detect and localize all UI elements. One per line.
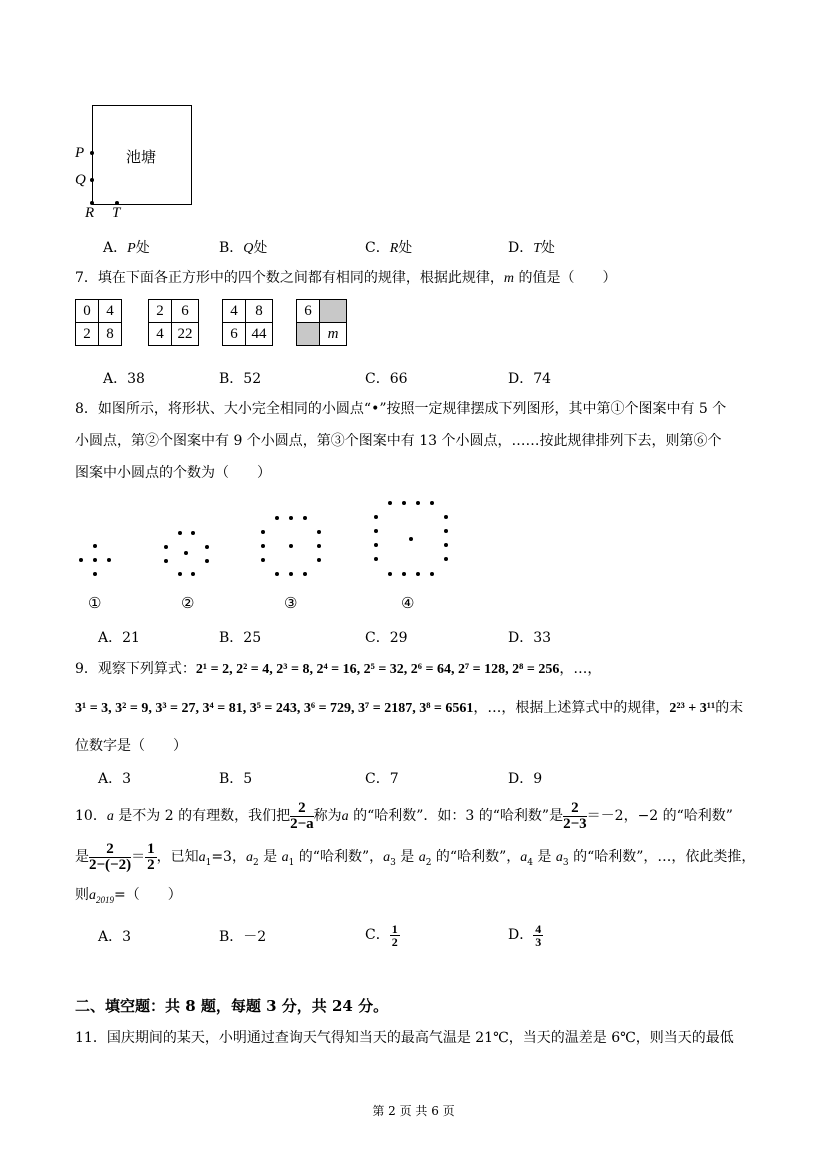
pattern-dot [275,572,279,576]
q6-option-a: A．P处 [103,240,150,256]
pattern-dot [416,572,420,576]
q10-option-c: C． $\frac{1}{2}$ [365,921,398,949]
section-heading: 二、填空题：共 8 题，每题 3 分，共 24 分。 [75,997,389,1015]
grid-cell: m [320,323,347,346]
pattern-dot [93,544,97,548]
pattern-label-3: ③ [284,594,298,612]
pattern-dot [191,531,195,535]
q7-grid-4 [296,299,347,346]
grid-cell: 4 [149,323,172,346]
pattern-dot [164,559,168,563]
grid-cell: 0 [76,300,99,323]
pattern-dot [409,537,413,541]
grid-cell: 8 [246,300,273,323]
pattern-label-1: ① [88,594,102,612]
grid-cell: 6 [172,300,199,323]
pattern-dot [93,558,97,562]
q7-grid-1 [75,299,122,346]
grid-cell: 2 [149,300,172,323]
grid-cell: 44 [246,323,273,346]
q7-option-a: A．38 [103,371,145,387]
pattern-dot [402,572,406,576]
pattern-dot [275,516,279,520]
pattern-dot [79,558,83,562]
pattern-dot [261,558,265,562]
q9-option-c: C．7 [365,771,399,787]
point-p-dot [90,151,94,155]
target-expression: 2²³ + 3¹¹ [669,701,716,716]
pond-label: 池塘 [126,148,157,166]
harry-fraction: $\frac{2}{2-a}$ [290,799,314,832]
pattern-dot [444,515,448,519]
grid-cell: 22 [172,323,199,346]
q7-grid-3 [222,299,273,346]
pattern-dot [178,531,182,535]
example-fraction: $\frac{2}{2-3}$ [563,799,587,832]
q9-line1: 9．观察下列算式：2¹ = 2, 2² = 4, 2³ = 8, 2⁴ = 16, 2⁵ = 32, 2⁶ = 64, 2⁷ = 128, 2⁸ = 256，…， [75,661,602,677]
pattern-dot [107,558,111,562]
q6-option-c: C．R处 [365,240,413,256]
pattern-dot [289,516,293,520]
q9-option-d: D．9 [508,771,543,787]
pattern-dot [289,572,293,576]
powers-of-two: 2¹ = 2, 2² = 4, 2³ = 8, 2⁴ = 16, 2⁵ = 32, 2⁶ = 64, 2⁷ = 128, 2⁸ = 256 [195,662,560,677]
pattern-dot [205,559,209,563]
point-r-label: R [85,205,95,221]
pattern-dot [261,544,265,548]
pattern-dot [164,545,168,549]
pattern-dot [191,572,195,576]
grid-cell: 8 [99,323,122,346]
pattern-dot [430,501,434,505]
pattern-dot [444,529,448,533]
grid-cell-shaded [297,323,320,346]
q8-option-c: C．29 [365,630,408,646]
pattern-dot [317,544,321,548]
example-fraction-2: $\frac{2}{2-(-2)}$ [89,840,132,873]
pattern-dot [303,572,307,576]
grid-cell: 2 [76,323,99,346]
pattern-dot [388,501,392,505]
pattern-dot [388,572,392,576]
q9-line3: 位数字是（ ） [75,738,187,754]
q7-stem: 7．填在下面各正方形中的四个数之间都有相同的规律，根据此规律，m 的值是（ ） [75,270,617,286]
page-footer: 第 2 页 共 6 页 [372,1104,455,1118]
pattern-dot [205,545,209,549]
grid-cell: 6 [223,323,246,346]
q8-option-d: D．33 [508,630,552,646]
q7-grid-2 [148,299,199,346]
pattern-dot [289,544,293,548]
q11-line1: 11．国庆期间的某天，小明通过查询天气得知当天的最高气温是 21℃，当天的温差是 6℃，则当天的最低 [75,1030,734,1046]
pattern-dot [430,572,434,576]
q7-option-d: D．74 [508,371,552,387]
q7-option-c: C．66 [365,371,408,387]
pattern-dot [303,516,307,520]
pattern-dot [178,572,182,576]
pattern-dot [93,572,97,576]
grid-cell: 4 [99,300,122,323]
pattern-dot [374,515,378,519]
q10-option-d: D． $\frac{4}{3}$ [508,921,542,949]
q10-option-a: A．3 [98,929,132,945]
pattern-dot [444,557,448,561]
point-t-label: T [112,205,121,221]
pattern-dot [317,530,321,534]
point-p-label: P [75,145,85,161]
q6-option-b: B．Q处 [219,240,268,256]
pattern-label-2: ② [181,594,195,612]
pattern-dot [402,501,406,505]
pattern-label-4: ④ [401,594,415,612]
q7-option-b: B．52 [219,371,262,387]
pattern-dot [374,529,378,533]
q8-stem-line2: 小圆点，第②个图案中有 9 个小圆点，第③个图案中有 13 个小圆点，……按此规律排列下去，则第⑥个 [75,433,722,449]
pattern-dot [374,543,378,547]
grid-cell: 4 [223,300,246,323]
pattern-dot [374,557,378,561]
q9-line2: 3¹ = 3, 3² = 9, 3³ = 27, 3⁴ = 81, 3⁵ = 243, 3⁶ = 729, 3⁷ = 2187, 3⁸ = 6561，…，根据上述算式中的规律，2²³ + 3¹¹的末 [75,700,744,716]
pattern-dot [444,543,448,547]
grid-cell-shaded [320,300,347,323]
half-fraction: $\frac{1}{2}$ [147,840,155,873]
point-q-label: Q [75,172,86,188]
powers-of-three: 3¹ = 3, 3² = 9, 3³ = 27, 3⁴ = 81, 3⁵ = 243, 3⁶ = 729, 3⁷ = 2187, 3⁸ = 6561 [75,701,474,716]
q8-option-a: A．21 [98,630,140,646]
q6-option-d: D．T处 [508,240,556,256]
q8-stem-line3: 图案中小圆点的个数为（ ） [75,465,271,481]
q8-option-b: B．25 [219,630,262,646]
pattern-dot [317,558,321,562]
point-q-dot [90,178,94,182]
q10-line1: 10．a 是不为 2 的有理数，我们把 $\frac{2}{2-a}$ 称为a 的“哈利数”．如：3 的“哈利数”是 $\frac{2}{2-3}$ ＝－2，−2 的“哈利数” [75,799,733,832]
q10-option-b: B．－2 [219,929,267,945]
grid-cell: 6 [297,300,320,323]
pattern-dot [416,501,420,505]
q9-option-b: B．5 [219,771,253,787]
pattern-dot [261,530,265,534]
q8-stem-line1: 8．如图所示，将形状、大小完全相同的小圆点“•”按照一定规律摆成下列图形，其中第①个图案中有 5 个 [75,401,727,417]
q10-line3: 则$a_{2019}=$（ ） [75,887,182,905]
pattern-dot [184,551,188,555]
q10-line2: 是 $\frac{2}{2-(-2)}$ ＝ $\frac{1}{2}$ ，已知$a_1=3$，$a_2$ 是 $a_1$ 的“哈利数”，$a_3$ 是 $a_2$ 的“哈利数”，$a_4$ 是 $a_3$ 的“哈利数”，…，依此类推， [75,840,756,873]
q9-option-a: A．3 [98,771,132,787]
